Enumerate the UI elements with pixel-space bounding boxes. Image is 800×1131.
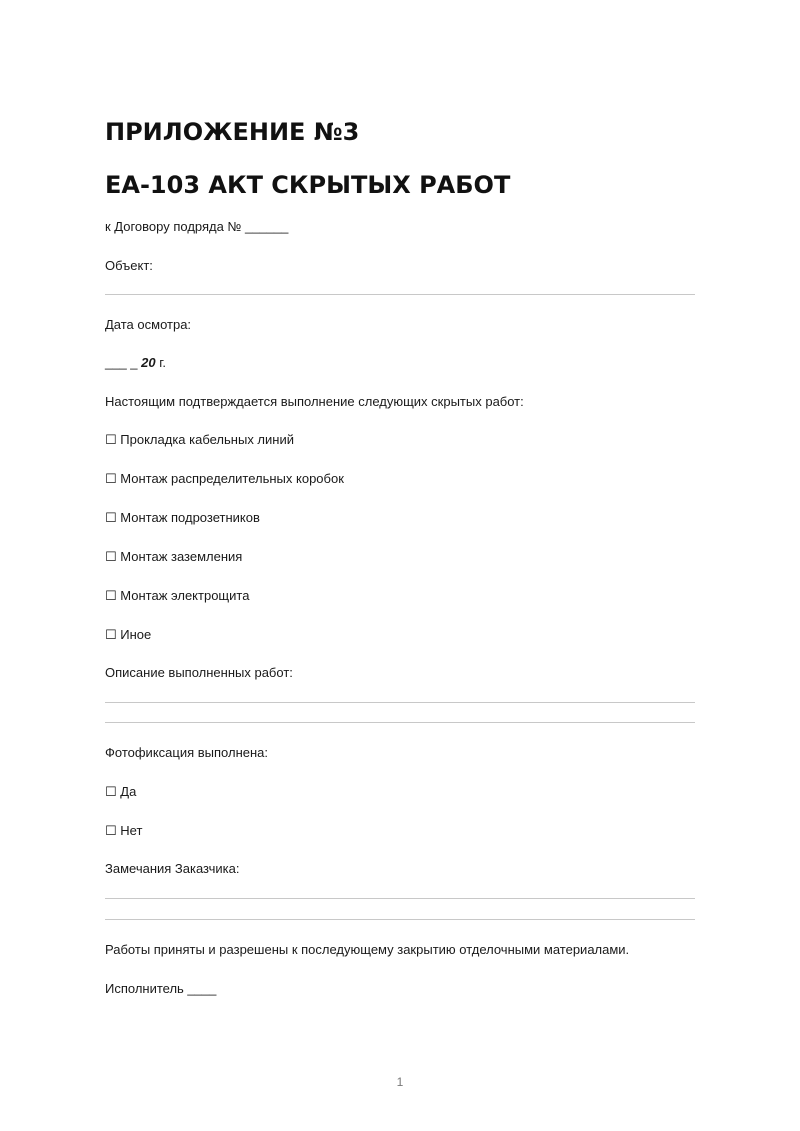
acceptance-text: Работы приняты и разрешены к последующему закрытию отделочными материалами.	[105, 942, 630, 957]
date-suffix: г.	[155, 355, 167, 370]
work-item[interactable]	[105, 548, 242, 566]
appendix-heading: ПРИЛОЖЕНИЕ №3	[105, 118, 360, 146]
document-page	[105, 0, 695, 1131]
photo-option-label: Нет	[120, 823, 143, 838]
work-item[interactable]	[105, 431, 294, 449]
checkbox-icon[interactable]: ☐	[105, 784, 117, 799]
photo-label: Фотофиксация выполнена:	[105, 745, 268, 760]
inspection-date-label: Дата осмотра:	[105, 317, 192, 332]
date-year: 20	[141, 355, 156, 370]
confirm-text: Настоящим подтверждается выполнение следующих скрытых работ:	[105, 394, 524, 409]
work-item-label: Монтаж заземления	[120, 549, 243, 564]
description-fill-line	[105, 702, 695, 703]
checkbox-icon[interactable]: ☐	[105, 588, 117, 603]
checkbox-icon[interactable]: ☐	[105, 432, 117, 447]
remarks-fill-line	[105, 919, 695, 920]
work-item-label: Прокладка кабельных линий	[120, 432, 294, 447]
date-line	[105, 354, 166, 372]
work-item[interactable]	[105, 509, 260, 527]
checkbox-icon[interactable]: ☐	[105, 823, 117, 838]
remarks-label: Замечания Заказчика:	[105, 861, 240, 876]
work-item-label: Монтаж распределительных коробок	[120, 471, 344, 486]
remarks-fill-line	[105, 898, 695, 899]
checkbox-icon[interactable]: ☐	[105, 471, 117, 486]
page-number: 1	[396, 1075, 404, 1089]
work-item-label: Монтаж подрозетников	[120, 510, 260, 525]
document-title: ЕА-103 АКТ СКРЫТЫХ РАБОТ	[105, 171, 511, 199]
contract-line: к Договору подряда № ______	[105, 219, 289, 234]
photo-option[interactable]	[105, 822, 142, 840]
checkbox-icon[interactable]: ☐	[105, 510, 117, 525]
work-item[interactable]	[105, 626, 151, 644]
description-label: Описание выполненных работ:	[105, 665, 293, 680]
checkbox-icon[interactable]: ☐	[105, 549, 117, 564]
date-blank: ___ _	[105, 355, 138, 370]
photo-option-label: Да	[120, 784, 137, 799]
executor-line: Исполнитель ____	[105, 981, 217, 996]
work-item[interactable]	[105, 587, 249, 605]
description-fill-line	[105, 722, 695, 723]
work-item-label: Монтаж электрощита	[120, 588, 250, 603]
checkbox-icon[interactable]: ☐	[105, 627, 117, 642]
work-item[interactable]	[105, 470, 344, 488]
photo-option[interactable]	[105, 783, 136, 801]
work-item-label: Иное	[120, 627, 152, 642]
object-label: Объект:	[105, 258, 153, 273]
object-fill-line	[105, 294, 695, 295]
